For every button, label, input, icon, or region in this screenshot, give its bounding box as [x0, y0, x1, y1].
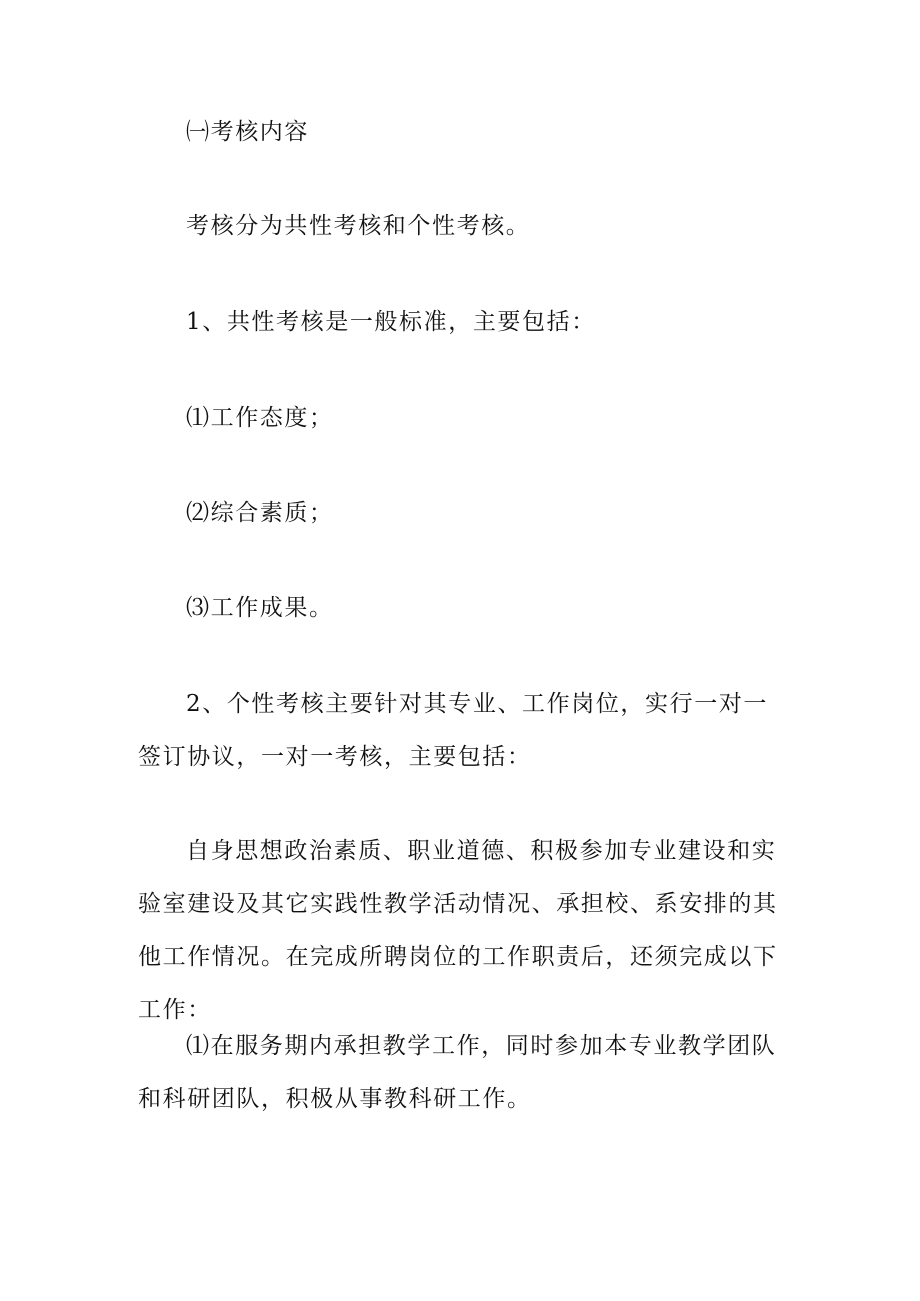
paragraph-common-assessment: 1、共性考核是一般标准，主要包括：: [186, 309, 596, 335]
list-item-overall-quality: ⑵综合素质；: [186, 500, 334, 526]
section-heading-assessment-content: ㈠考核内容: [186, 119, 309, 145]
list-item-work-attitude: ⑴工作态度；: [186, 405, 334, 431]
paragraph-individual-assessment: 2、个性考核主要针对其专业、工作岗位，实行一对一签订协议，一对一考核，主要包括：: [138, 691, 769, 770]
paragraph-assessment-types: 考核分为共性考核和个性考核。: [186, 213, 531, 239]
list-item-work-results: ⑶工作成果。: [186, 595, 334, 621]
list-item-teaching-research-work: ⑴在服务期内承担教学工作，同时参加本专业教学团队和科研团队，积极从事教科研工作。: [138, 1033, 777, 1112]
paragraph-individual-assessment-details: 自身思想政治素质、职业道德、积极参加专业建设和实验室建设及其它实践性教学活动情况、承担校、系安排的其他工作情况。在完成所聘岗位的工作职责后，还须完成以下工作：: [138, 838, 778, 1023]
